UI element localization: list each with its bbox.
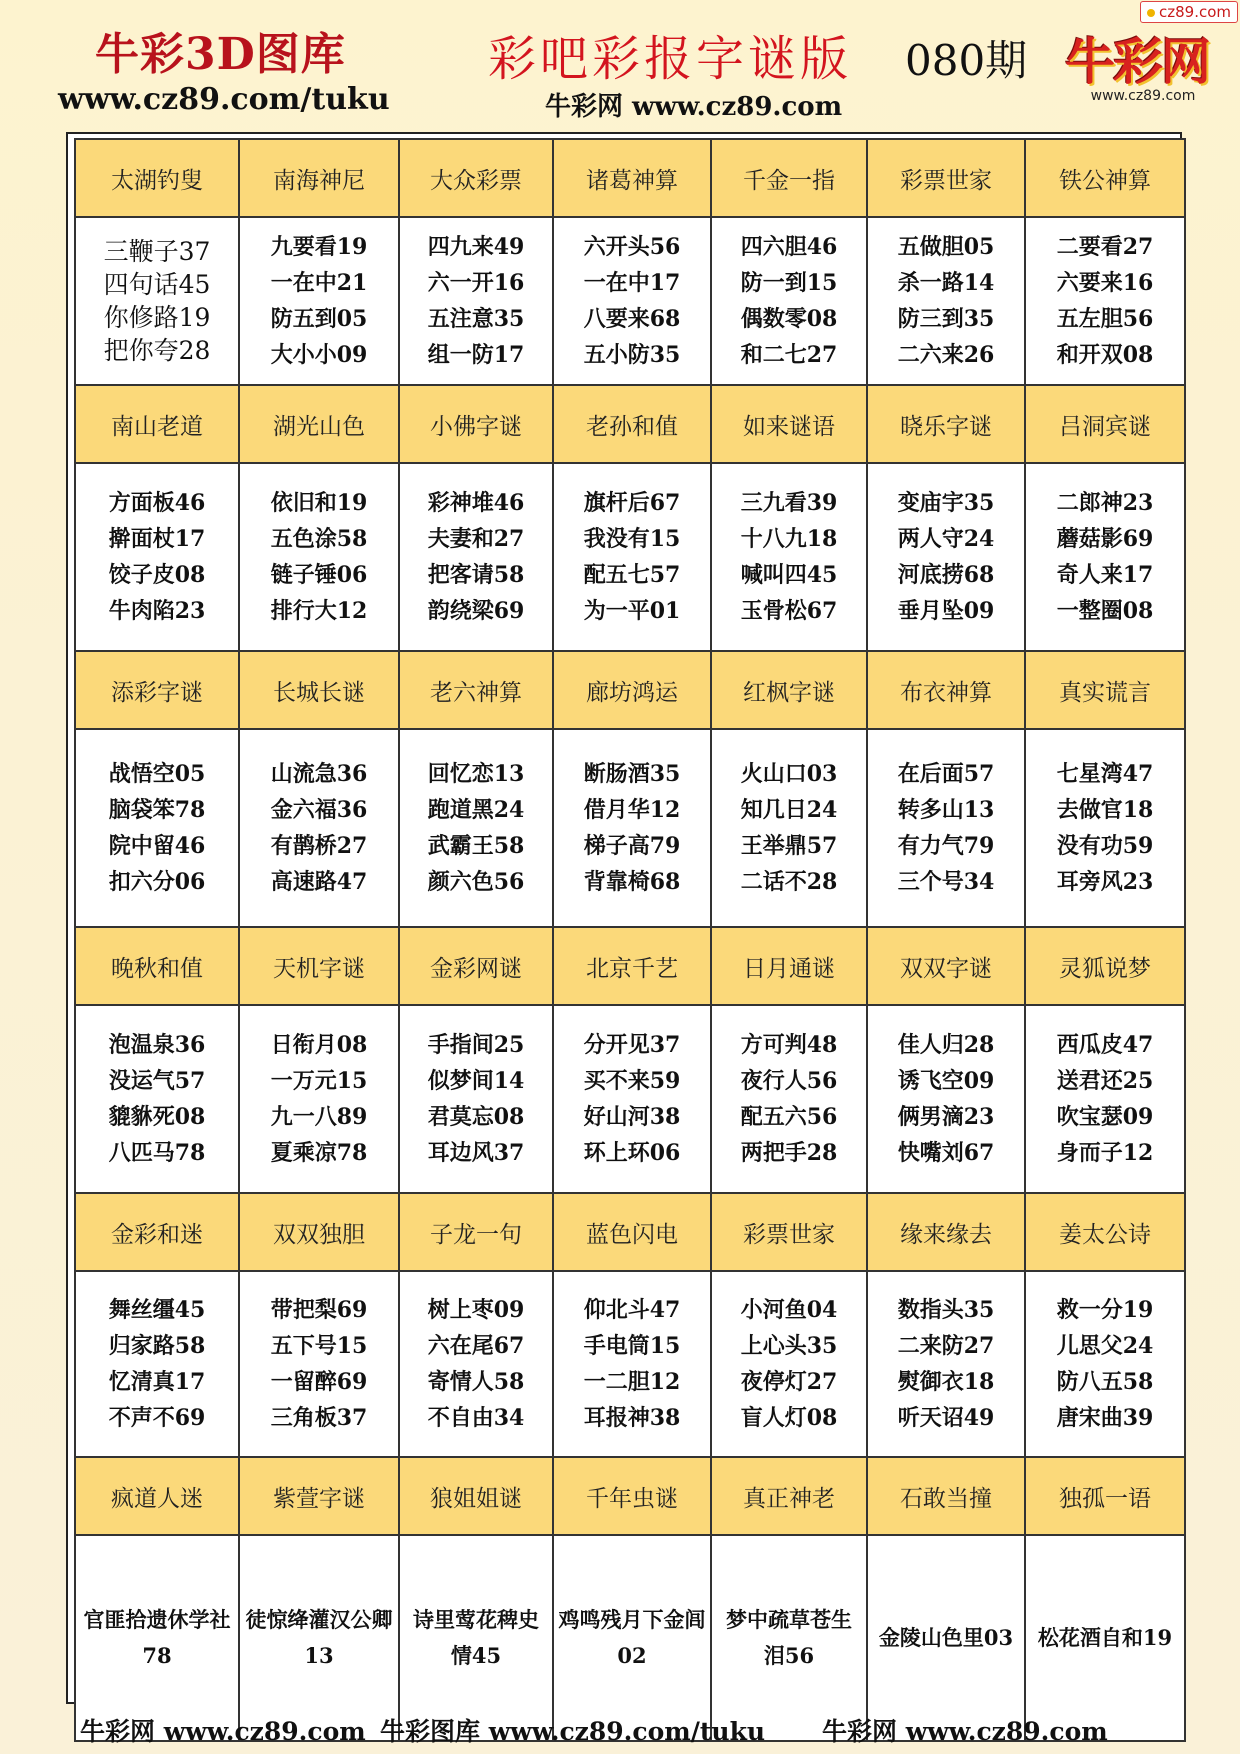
riddle-line: 转多山13 [897,797,995,823]
riddle-line: 两把手28 [740,1140,838,1166]
column-title: 蓝色闪电 [553,1193,711,1271]
riddle-line: 好山河38 [583,1104,681,1130]
riddle-line: 去做官18 [1056,797,1154,823]
riddle-cell [239,463,399,651]
riddle-line: 我没有15 [583,526,681,552]
riddle-line: 把你夸28 [103,336,211,365]
riddle-line: 二要看27 [1056,234,1154,260]
riddle-line: 六在尾67 [427,1333,525,1359]
riddle-line: 夜停灯27 [740,1369,838,1395]
riddle-cell [553,217,711,385]
riddle-line: 四句话45 [103,270,211,299]
riddle-cell [867,1005,1025,1193]
riddle-line: 十八九18 [740,526,838,552]
riddle-line: 没有功59 [1056,833,1154,859]
riddle-line: 喊叫四45 [740,562,838,588]
riddle-line: 送君还25 [1056,1068,1154,1094]
riddle-line: 耳报神38 [583,1405,681,1431]
riddle-line: 三鞭子37 [103,237,211,266]
riddle-line: 熨御衣18 [897,1369,995,1395]
riddle-line: 五做胆05 [897,234,995,260]
riddle-cell [711,1005,867,1193]
riddle-cell [75,1271,239,1457]
corner-watermark-text: cz89.com [1158,3,1231,21]
riddle-cell [1025,1271,1185,1457]
column-title: 添彩字谜 [75,651,239,729]
riddle-line: 梯子高79 [583,833,681,859]
riddle-line: 方面板46 [108,490,206,516]
riddle-cell [711,463,867,651]
riddle-cell [553,1271,711,1457]
column-title: 老孙和值 [553,385,711,463]
column-title: 布衣神算 [867,651,1025,729]
column-title: 彩票世家 [711,1193,867,1271]
column-title: 吕洞宾谜 [1025,385,1185,463]
column-title: 姜太公诗 [1025,1193,1185,1271]
riddle-line: 两人守24 [897,526,995,552]
riddle-line: 买不来59 [583,1068,681,1094]
riddle-line: 一在中17 [583,270,681,296]
riddle-cell [867,1271,1025,1457]
riddle-line: 有力气79 [897,833,995,859]
riddle-line: 寄情人58 [427,1369,525,1395]
riddle-cell [867,463,1025,651]
title-row [75,385,1185,463]
riddle-line: 数指头35 [897,1297,995,1323]
column-title: 晚秋和值 [75,927,239,1005]
column-title: 千金一指 [711,139,867,217]
column-title: 湖光山色 [239,385,399,463]
column-title: 千年虫谜 [553,1457,711,1535]
logo-url: www.cz89.com [1090,88,1196,104]
riddle-line: 耳旁风23 [1056,869,1154,895]
riddle-cell [1025,1005,1185,1193]
riddle-line: 听天诏49 [897,1405,995,1431]
riddle-line: 二话不28 [740,869,838,895]
riddle-line: 夏乘凉78 [270,1140,368,1166]
issue-number: 080期 [905,36,1028,85]
riddle-line: 二来防27 [897,1333,995,1359]
riddle-line: 忆清真17 [108,1369,206,1395]
riddle-line: 三九看39 [740,490,838,516]
data-row [75,1271,1185,1457]
riddle-line: 唐宋曲39 [1056,1405,1154,1431]
dot-icon [1147,9,1155,17]
riddle-line: 诗里莺花稗史情45 [413,1607,539,1668]
column-title: 石敢当撞 [867,1457,1025,1535]
riddle-line: 金陵山色里03 [878,1625,1014,1650]
riddle-line: 杀一路14 [897,270,995,296]
riddle-line: 战悟空05 [108,761,206,787]
column-title: 北京千艺 [553,927,711,1005]
riddle-line: 官匪拾遗休学社78 [83,1607,231,1668]
footer-link-left[interactable]: 牛彩网 www.cz89.com [80,1717,366,1746]
riddle-cell [75,729,239,927]
riddle-line: 日衔月08 [270,1032,368,1058]
riddle-line: 六一开16 [427,270,525,296]
data-row [75,217,1185,385]
corner-watermark [1140,1,1238,23]
riddle-line: 擀面杖17 [108,526,206,552]
column-title: 大众彩票 [399,139,553,217]
riddle-line: 救一分19 [1056,1297,1154,1323]
footer-link-middle[interactable]: 牛彩图库 www.cz89.com/tuku [380,1717,766,1746]
riddle-line: 快嘴刘67 [897,1140,995,1166]
title-row [75,927,1185,1005]
riddle-line: 回忆恋13 [427,761,525,787]
footer-link-right[interactable]: 牛彩网 www.cz89.com [822,1717,1108,1746]
riddle-cell [1025,729,1185,927]
riddle-line: 分开见37 [583,1032,681,1058]
riddle-line: 手电筒15 [583,1333,681,1359]
riddle-line: 徒惊绛灌汉公卿13 [245,1607,393,1668]
riddle-line: 三角板37 [270,1405,368,1431]
riddle-line: 脑袋笨78 [108,797,206,823]
riddle-cell [553,729,711,927]
riddle-cell [239,1005,399,1193]
riddle-line: 耳边风37 [427,1140,525,1166]
riddle-line: 组一防17 [427,342,525,368]
riddle-line: 知几日24 [740,797,838,823]
data-row [75,729,1185,927]
column-title: 子龙一句 [399,1193,553,1271]
column-title: 缘来缘去 [867,1193,1025,1271]
riddle-line: 玉骨松67 [740,598,838,624]
riddle-line: 八匹马78 [108,1140,206,1166]
column-title: 小佛字谜 [399,385,553,463]
column-title: 双双字谜 [867,927,1025,1005]
riddle-line: 牛肉陷23 [108,598,206,624]
riddle-line: 高速路47 [270,869,368,895]
column-title: 彩票世家 [867,139,1025,217]
riddle-line: 六要来16 [1056,270,1154,296]
riddle-line: 手指间25 [427,1032,525,1058]
riddle-cell [1025,463,1185,651]
riddle-line: 四九来49 [427,234,525,260]
riddle-line: 小河鱼04 [740,1297,838,1323]
riddle-line: 院中留46 [108,833,206,859]
data-row [75,1005,1185,1193]
riddle-line: 二六来26 [897,342,995,368]
riddle-table [74,138,1186,1742]
riddle-cell [1025,217,1185,385]
riddle-line: 依旧和19 [270,490,368,516]
column-title: 狼姐姐谜 [399,1457,553,1535]
riddle-line: 防八五58 [1056,1369,1154,1395]
riddle-cell [711,217,867,385]
title-row [75,1457,1185,1535]
riddle-line: 四六胆46 [740,234,838,260]
riddle-line: 山流急36 [270,761,368,787]
riddle-line: 没运气57 [108,1068,206,1094]
column-title: 疯道人迷 [75,1457,239,1535]
riddle-line: 王举鼎57 [740,833,838,859]
riddle-line: 防三到35 [897,306,995,332]
riddle-line: 一在中21 [270,270,368,296]
riddle-line: 你修路19 [103,303,211,332]
data-row [75,463,1185,651]
riddle-line: 九要看19 [270,234,368,260]
riddle-line: 为一平01 [583,598,681,624]
riddle-line: 和二七27 [740,342,838,368]
riddle-line: 借月华12 [583,797,681,823]
riddle-line: 偶数零08 [740,306,838,332]
column-title: 独孤一语 [1025,1457,1185,1535]
riddle-cell [399,463,553,651]
riddle-line: 有鹊桥27 [270,833,368,859]
column-title: 廊坊鸿运 [553,651,711,729]
riddle-cell [75,1005,239,1193]
riddle-line: 河底捞68 [897,562,995,588]
riddle-line: 韵绕梁69 [427,598,525,624]
riddle-line: 链子锤06 [270,562,368,588]
riddle-line: 一留醉69 [270,1369,368,1395]
riddle-cell [867,217,1025,385]
riddle-line: 在后面57 [897,761,995,787]
riddle-line: 垂月坠09 [897,598,995,624]
riddle-line: 俩男滴23 [897,1104,995,1130]
riddle-line: 旗杆后67 [583,490,681,516]
riddle-line: 配五七57 [583,562,681,588]
riddle-line: 吹宝瑟09 [1056,1104,1154,1130]
column-title: 金彩和迷 [75,1193,239,1271]
column-title: 长城长谜 [239,651,399,729]
riddle-line: 五左胆56 [1056,306,1154,332]
riddle-line: 归家路58 [108,1333,206,1359]
column-title: 如来谜语 [711,385,867,463]
column-title: 真实谎言 [1025,651,1185,729]
column-title: 真正神老 [711,1457,867,1535]
column-title: 诸葛神算 [553,139,711,217]
riddle-line: 六开头56 [583,234,681,260]
riddle-line: 五注意35 [427,306,525,332]
riddle-line: 和开双08 [1056,342,1154,368]
riddle-line: 鸡鸣残月下金闾02 [558,1607,706,1668]
riddle-line: 似梦间14 [427,1068,525,1094]
riddle-line: 诱飞空09 [897,1068,995,1094]
riddle-line: 三个号34 [897,869,995,895]
column-title: 紫萱字谜 [239,1457,399,1535]
riddle-line: 饺子皮08 [108,562,206,588]
riddle-line: 武霸王58 [427,833,525,859]
riddle-cell [239,729,399,927]
riddle-line: 八要来68 [583,306,681,332]
riddle-line: 跑道黑24 [427,797,525,823]
riddle-line: 九一八89 [270,1104,368,1130]
edition-title: 彩吧彩报字谜版 [488,31,853,87]
riddle-line: 蘑菇影69 [1056,526,1154,552]
riddle-cell [867,729,1025,927]
riddle-line: 西瓜皮47 [1056,1032,1154,1058]
riddle-line: 排行大12 [270,598,368,624]
riddle-line: 一万元15 [270,1068,368,1094]
title-row [75,1193,1185,1271]
brand-url[interactable]: www.cz89.com/tuku [58,82,390,117]
column-title: 老六神算 [399,651,553,729]
riddle-line: 变庙宇35 [897,490,995,516]
column-title: 红枫字谜 [711,651,867,729]
riddle-line: 七星湾47 [1056,761,1154,787]
logo-text: 牛彩网 [1065,33,1209,91]
riddle-line: 君莫忘08 [427,1104,525,1130]
riddle-line: 松花酒自和19 [1037,1625,1173,1650]
riddle-line: 颜六色56 [427,869,525,895]
column-title: 灵狐说梦 [1025,927,1185,1005]
riddle-line: 儿思父24 [1056,1333,1154,1359]
riddle-line: 五小防35 [583,342,681,368]
column-title: 太湖钓叟 [75,139,239,217]
riddle-line: 五色涂58 [270,526,368,552]
riddle-line: 扣六分06 [108,869,206,895]
riddle-line: 身而子12 [1056,1140,1154,1166]
riddle-cell [239,1271,399,1457]
riddle-line: 金六福36 [270,797,368,823]
riddle-line: 方可判48 [740,1032,838,1058]
riddle-line: 佳人归28 [897,1032,995,1058]
riddle-line: 不声不69 [108,1405,206,1431]
title-row [75,139,1185,217]
riddle-line: 断肠酒35 [583,761,681,787]
riddle-line: 防五到05 [270,306,368,332]
riddle-line: 配五六56 [740,1104,838,1130]
riddle-cell [711,729,867,927]
brand-title: 牛彩3D图库 [95,29,346,80]
riddle-line: 带把梨69 [270,1297,368,1323]
column-title: 铁公神算 [1025,139,1185,217]
column-title: 金彩网谜 [399,927,553,1005]
site-logo [1048,22,1226,112]
riddle-line: 把客请58 [427,562,525,588]
riddle-cell [239,217,399,385]
riddle-cell [553,463,711,651]
riddle-cell [399,729,553,927]
riddle-line: 泡温泉36 [108,1032,206,1058]
riddle-line: 树上枣09 [427,1297,525,1323]
riddle-cell [75,217,239,385]
riddle-cell [553,1005,711,1193]
column-title: 南山老道 [75,385,239,463]
riddle-cell [711,1271,867,1457]
riddle-line: 梦中疏草苍生泪56 [726,1607,852,1668]
riddle-line: 二郎神23 [1056,490,1154,516]
column-title: 南海神尼 [239,139,399,217]
riddle-line: 夫妻和27 [427,526,525,552]
column-title: 晓乐字谜 [867,385,1025,463]
title-row [75,651,1185,729]
column-title: 双双独胆 [239,1193,399,1271]
riddle-line: 上心头35 [740,1333,838,1359]
riddle-line: 环上环06 [583,1140,681,1166]
site-url[interactable]: 牛彩网 www.cz89.com [545,92,843,122]
column-title: 日月通谜 [711,927,867,1005]
riddle-line: 不自由34 [427,1405,525,1431]
riddle-line: 盲人灯08 [740,1405,838,1431]
riddle-line: 奇人来17 [1056,562,1154,588]
riddle-line: 仰北斗47 [583,1297,681,1323]
riddle-line: 火山口03 [740,761,838,787]
riddle-line: 一二胆12 [583,1369,681,1395]
riddle-line: 背靠椅68 [583,869,681,895]
riddle-line: 夜行人56 [740,1068,838,1094]
riddle-line: 舞丝缰45 [108,1297,206,1323]
riddle-line: 五下号15 [270,1333,368,1359]
riddle-line: 貔貅死08 [108,1104,206,1130]
riddle-cell [399,217,553,385]
riddle-cell [75,463,239,651]
column-title: 天机字谜 [239,927,399,1005]
footer [0,1708,1240,1748]
riddle-line: 大小小09 [270,342,368,368]
riddle-cell [399,1005,553,1193]
riddle-line: 一整圈08 [1056,598,1154,624]
riddle-line: 彩神堆46 [427,490,525,516]
riddle-cell [399,1271,553,1457]
riddle-line: 防一到15 [740,270,838,296]
